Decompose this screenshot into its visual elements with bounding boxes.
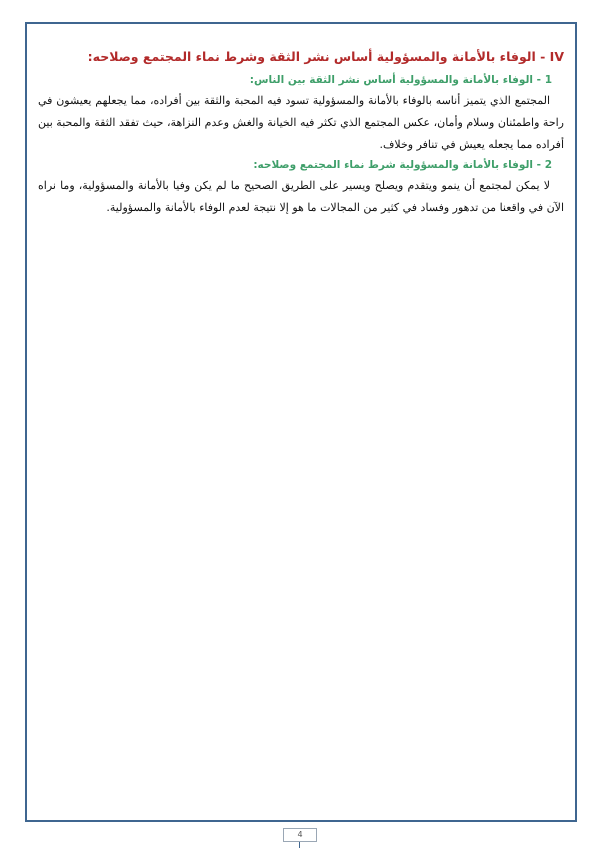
document-content [38,48,564,219]
subsection-paragraph-1: المجتمع الذي يتميز أناسه بالوفاء بالأمانة والمسؤولية تسود فيه المحبة والثقة بين أفراده، مما يجعلهم يعيشون في راحة واطمئنان وسلام وأمان، عكس المجتمع الذي تكثر فيه الخيانة والغش وعدم النزاهة، حيث تفقد الثقة والمحبة بين أفراده مما يجعله يعيش في تنافر وخلاف. [38,94,564,151]
subsection-heading-2: 2 - الوفاء بالأمانة والمسؤولية شرط نماء المجتمع وصلاحه: [253,159,552,171]
subsection-heading-1: 1 - الوفاء بالأمانة والمسؤولية أساس نشر الثقة بين الناس: [249,74,552,86]
section-heading: IV - الوفاء بالأمانة والمسؤولية أساس نشر الثقة وشرط نماء المجتمع وصلاحه: [87,49,564,64]
page-number: 4 [283,828,317,842]
subsection-paragraph-2: لا يمكن لمجتمع أن ينمو ويتقدم ويصلح ويسير على الطريق الصحيح ما لم يكن وفيا بالأمانة والمسؤولية، وما نراه الآن في واقعنا من تدهور وفساد في كثير من المجالات ما هو إلا نتيجة لعدم الوفاء بالأمانة والمسؤولية. [38,179,564,214]
footer-tick-line [299,842,300,848]
